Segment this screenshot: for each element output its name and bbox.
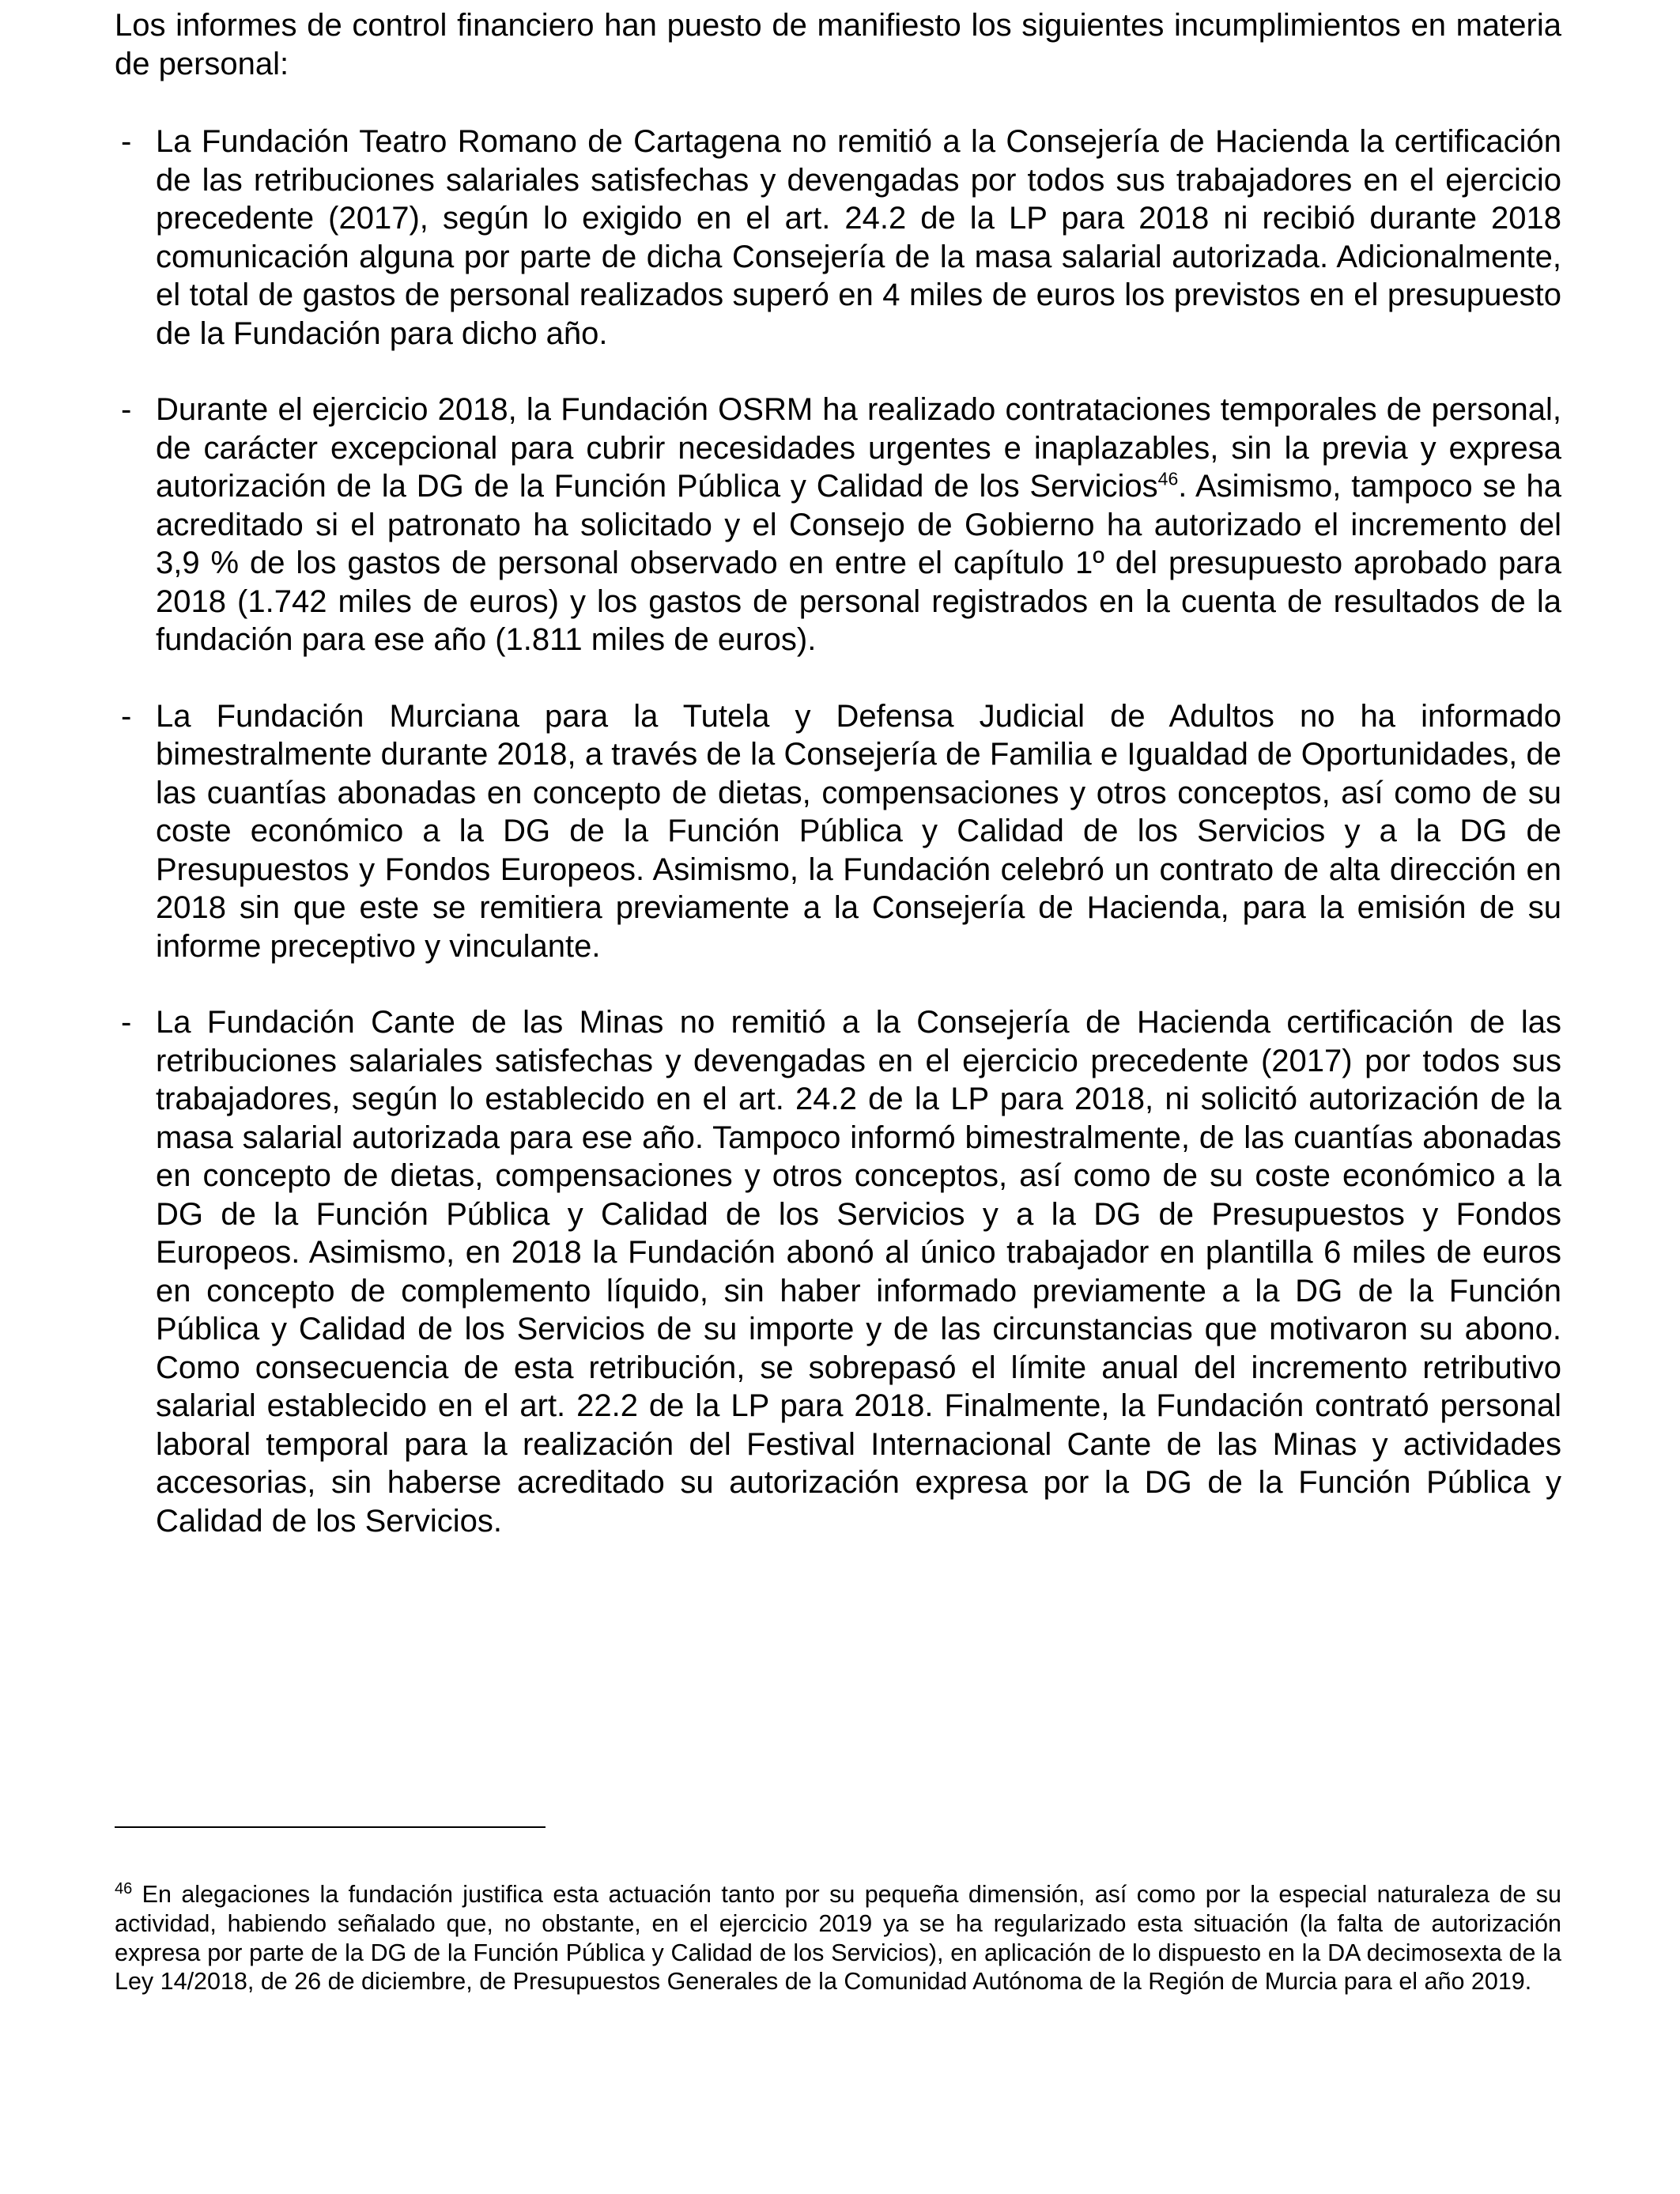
finding-tutela-adultos: La Fundación Murciana para la Tutela y Defensa Judicial de Adultos no ha informado bimestralmente durante 2018, a través de la Consejería de Familia e Igualdad de Oportunidades, de las cuantías abonadas en concepto de dietas, compensaciones y otros conceptos, así como de su coste económico a la DG de la Función Pública y Calidad de los Servicios y a la DG de Presupuestos y Fondos Europeos. Asimismo, la Fundación celebró un contrato de alta dirección en 2018 sin que este se remitiera previamente a la Consejería de Hacienda, para la emisión de su informe preceptivo y vinculante.: [156, 698, 1561, 964]
intro-paragraph: Los informes de control financiero han puesto de manifiesto los siguientes incumplimientos en materia de personal:: [115, 8, 1561, 81]
finding-teatro-romano: La Fundación Teatro Romano de Cartagena no remitió a la Consejería de Hacienda la certificación de las retribuciones salariales satisfechas y devengadas por todos sus trabajadores en el ejercicio precedente (2017), según lo exigido en el art. 24.2 de la LP para 2018 ni recibió durante 2018 comunicación alguna por parte de dicha Consejería de la masa salarial autorizada. Adicionalmente, el total de gastos de personal realizados superó en 4 miles de euros los previstos en el presupuesto de la Fundación para dicho año.: [156, 124, 1561, 351]
main-body: [115, 6, 1561, 1578]
dash-bullet: -: [121, 124, 132, 159]
dash-bullet: -: [121, 1005, 132, 1040]
footnote-number: 46: [115, 1879, 133, 1898]
list-item: [115, 697, 1561, 966]
findings-list: [115, 123, 1561, 1540]
footnote-text: En alegaciones la fundación justifica esta actuación tanto por su pequeña dimensión, así como por la especial naturaleza de su actividad, habiendo señalado que, no obstante, en el ejercicio 2019 ya se ha regularizado esta situación (la falta de autorización expresa por parte de la DG de la Función Pública y Calidad de los Servicios), en aplicación de lo dispuesto en la DA decimosexta de la Ley 14/2018, de 26 de diciembre, de Presupuestos Generales de la Comunidad Autónoma de la Región de Murcia para el año 2019.: [115, 1881, 1561, 1996]
footnote-reference[interactable]: 46: [1157, 468, 1179, 489]
dash-bullet: -: [121, 698, 132, 734]
finding-cante-minas: La Fundación Cante de las Minas no remitió a la Consejería de Hacienda certificación de las retribuciones salariales satisfechas y devengadas en el ejercicio precedente (2017) por todos sus trabajadores, según lo establecido en el art. 24.2 de la LP para 2018, ni solicitó autorización de la masa salarial autorizada para ese año. Tampoco informó bimestralmente, de las cuantías abonadas en concepto de dietas, compensaciones y otros conceptos, así como de su coste económico a la DG de la Función Pública y Calidad de los Servicios y a la DG de Presupuestos y Fondos Europeos. Asimismo, en 2018 la Fundación abonó al único trabajador en plantilla 6 miles de euros en concepto de complemento líquido, sin haber informado previamente a la DG de la Función Pública y Calidad de los Servicios de su importe y de las circunstancias que motivaron su abono. Como consecuencia de esta retribución, se sobrepasó el límite anual del incremento retributivo salarial establecido en el art. 22.2 de la LP para 2018. Finalmente, la Fundación contrató personal laboral temporal para la realización del Festival Internacional Cante de las Minas y actividades accesorias, sin haberse acreditado su autorización expresa por la DG de la Función Pública y Calidad de los Servicios.: [156, 1005, 1561, 1539]
list-item: [115, 123, 1561, 353]
footnote: [115, 1880, 1561, 1996]
footnote-separator: [115, 1826, 546, 1828]
list-item: [115, 391, 1561, 659]
list-item: [115, 1003, 1561, 1540]
dash-bullet: -: [121, 392, 132, 427]
finding-osrm: [156, 391, 1561, 659]
finding-osrm-text-part2: . Asimismo, tampoco se ha acreditado si el patronato ha solicitado y el Consejo de Gobierno ha autorizado el incremento del 3,9 % de los gastos de personal observado en entre el capítulo 1º del presupuesto aprobado para 2018 (1.742 miles de euros) y los gastos de personal registrados en la cuenta de resultados de la fundación para ese año (1.811 miles de euros).: [156, 469, 1561, 657]
finding-osrm-text-part1: Durante el ejercicio 2018, la Fundación OSRM ha realizado contrataciones temporales de personal, de carácter excepcional para cubrir necesidades urgentes e inaplazables, sin la previa y expresa autorización de la DG de la Función Pública y Calidad de los Servicios: [156, 392, 1561, 504]
